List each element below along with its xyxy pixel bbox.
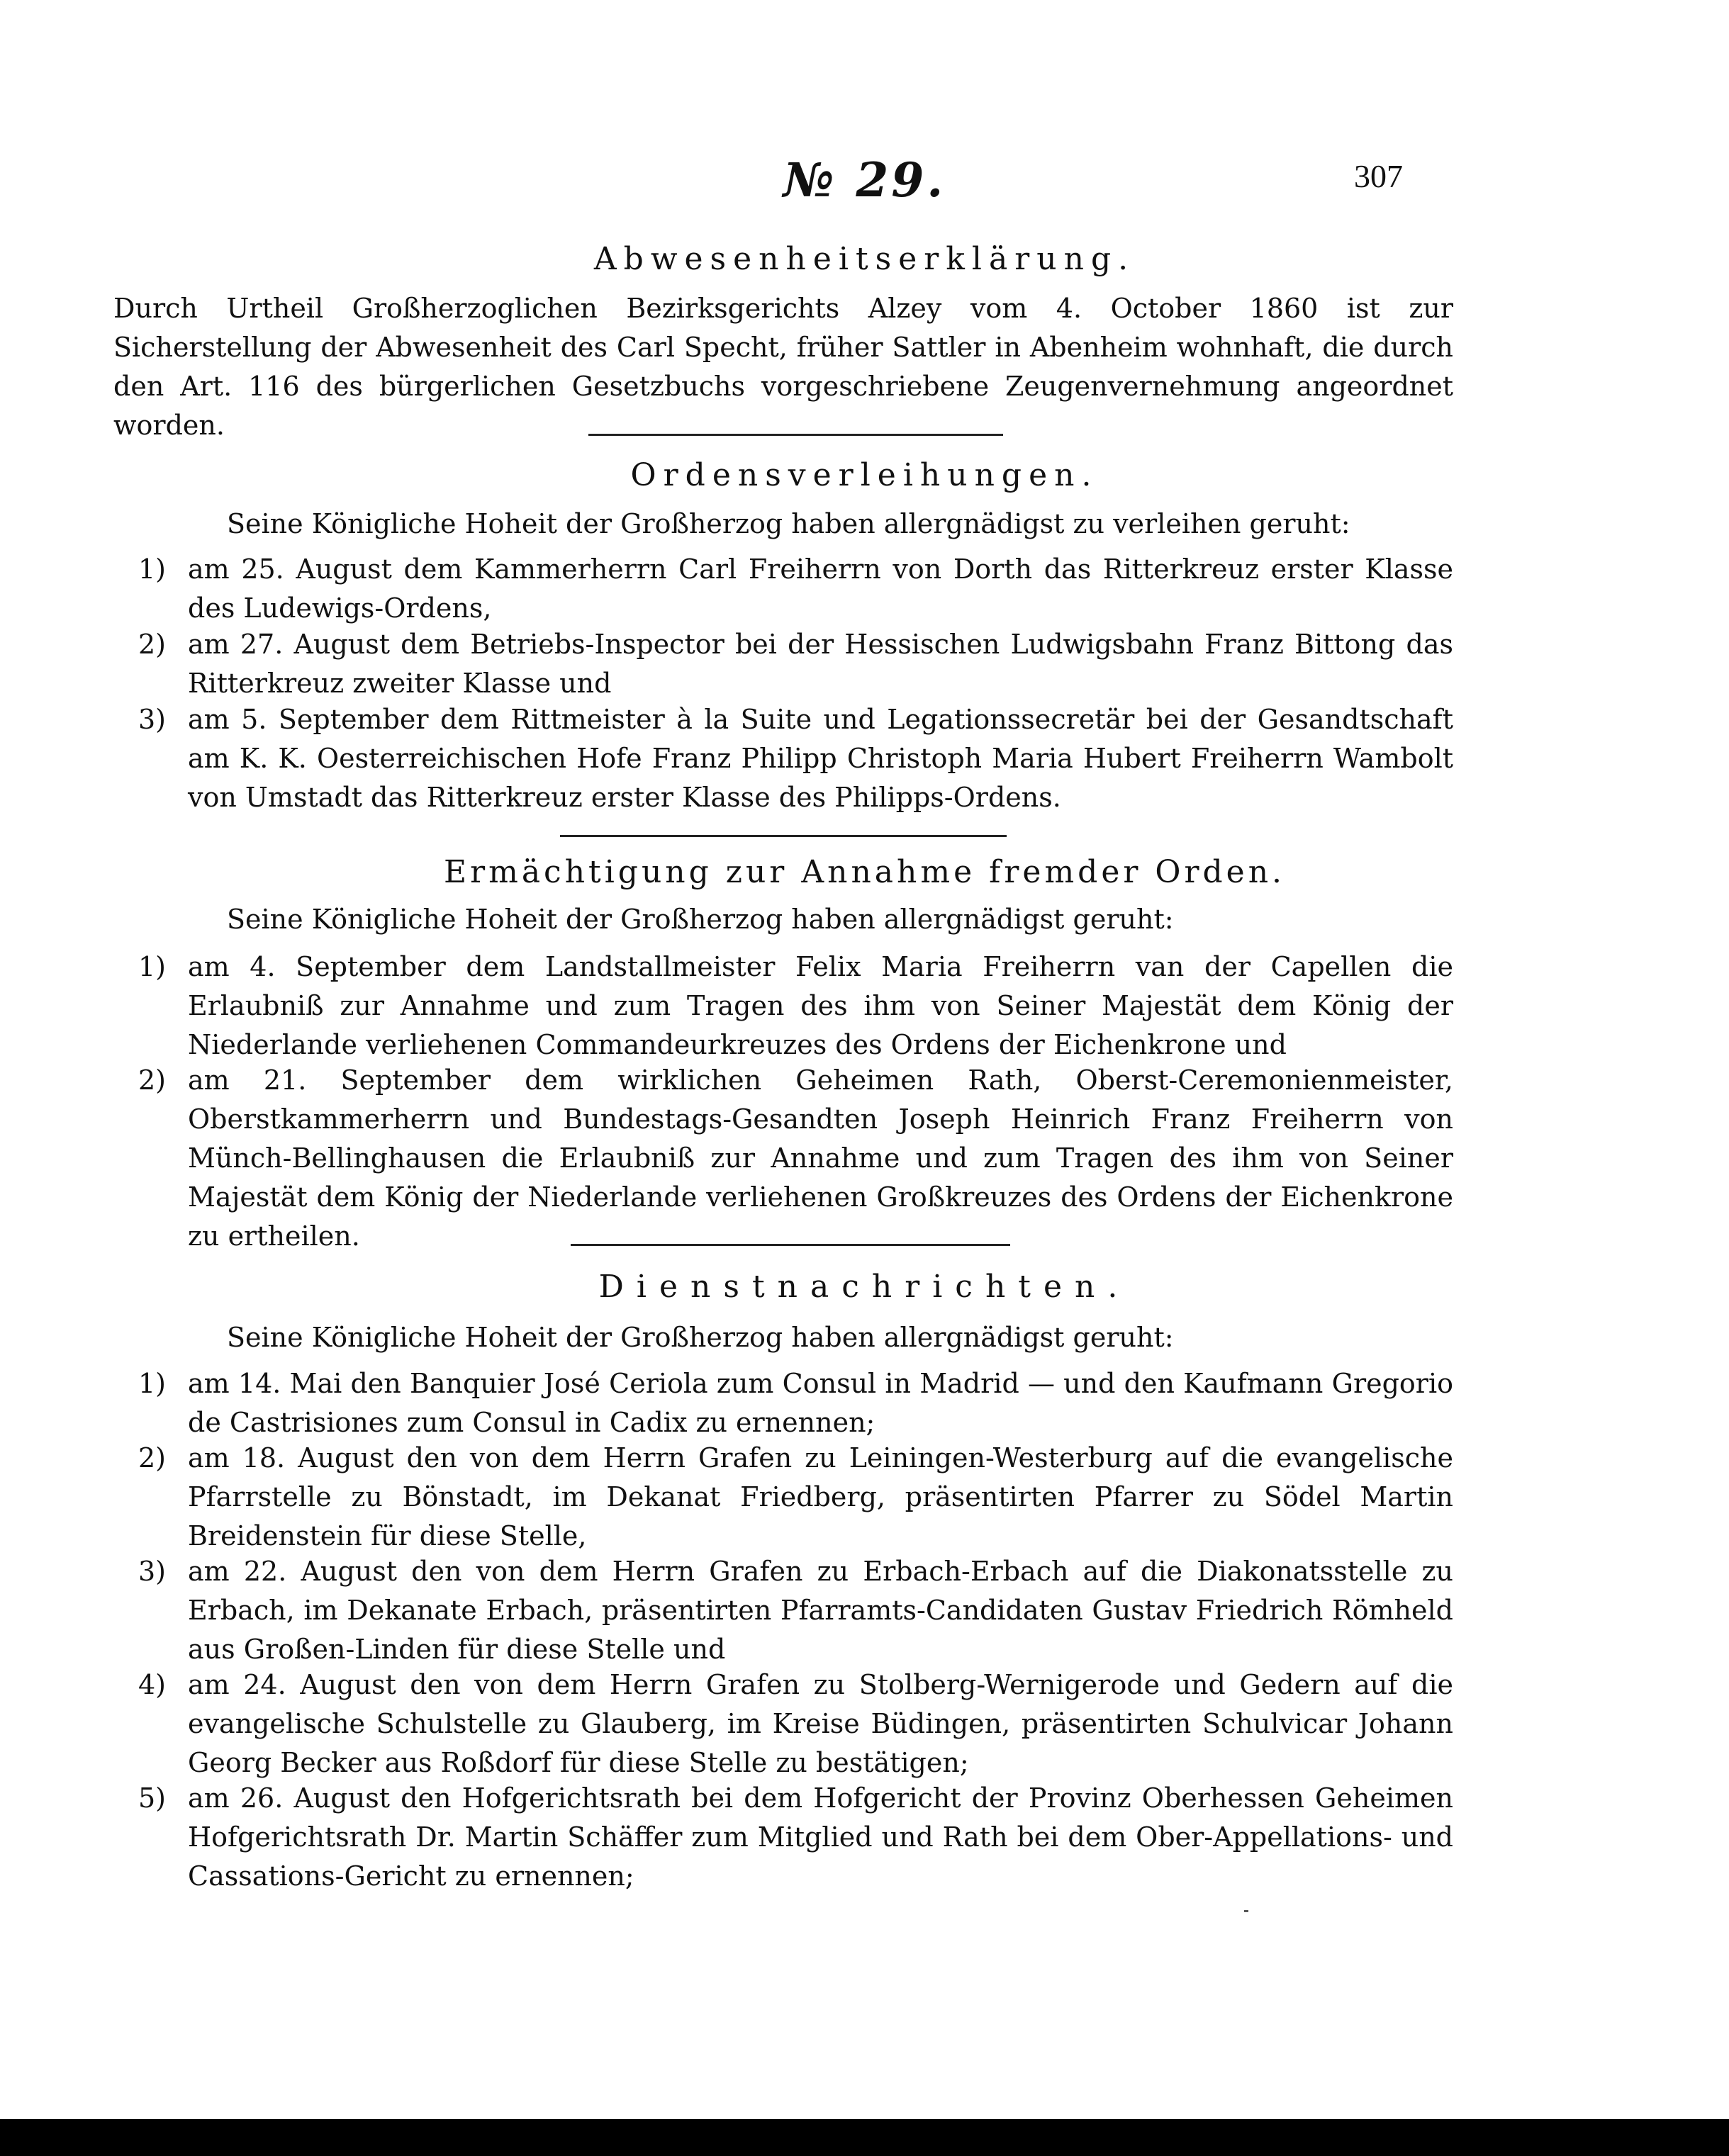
list-item — [138, 550, 1453, 628]
list-item-text: am 18. August den von dem Herrn Grafen zu Leiningen-Westerburg auf die evangelische Pfarrstelle zu Bönstadt, im Dekanat Friedberg, präsentirten Pfarrer zu Södel Martin Breidenstein für diese Stelle, — [188, 1442, 1453, 1551]
list-item-number: 1) — [138, 554, 167, 585]
page-number: 307 — [1354, 158, 1403, 194]
list-item-number: 4) — [138, 1669, 167, 1700]
list-item — [138, 1779, 1453, 1896]
list-item-number: 2) — [138, 1065, 167, 1096]
section-title-abwesenheitserklaerung: Abwesenheitserklärung. — [593, 241, 1136, 277]
section-title-ordensverleihungen: Ordensverleihungen. — [630, 457, 1099, 493]
list-item-text: am 25. August dem Kammerherrn Carl Freiherrn von Dorth das Ritterkreuz erster Klasse des Ludewigs-Ordens, — [188, 554, 1453, 624]
list-item — [138, 1666, 1453, 1782]
list-item-text: am 27. August dem Betriebs-Inspector bei der Hessischen Ludwigsbahn Franz Bittong das Ritterkreuz zweiter Klasse und — [188, 629, 1453, 699]
list-item-text: am 26. August den Hofgerichtsrath bei dem Hofgericht der Provinz Oberhessen Geheimen Hofgerichtsrath Dr. Martin Schäffer zum Mitglied und Rath bei dem Ober-Appellations- und Cassations-Gericht zu ernennen; — [188, 1782, 1453, 1892]
list-item — [138, 700, 1453, 817]
list-item — [138, 1061, 1453, 1252]
section-divider — [588, 434, 1003, 436]
list-item — [138, 1552, 1453, 1669]
list-item-number: 1) — [138, 1368, 167, 1399]
list-item-text: am 14. Mai den Banquier José Ceriola zum Consul in Madrid — und den Kaufmann Gregorio de Castrisiones zum Consul in Cadix zu ernennen; — [188, 1368, 1453, 1438]
ink-speck — [1244, 1910, 1248, 1912]
list-item-number: 5) — [138, 1782, 167, 1814]
list-item-number: 2) — [138, 629, 167, 660]
list-item — [138, 1439, 1453, 1556]
section-divider — [560, 835, 1007, 837]
list-item-text: am 5. September dem Rittmeister à la Suite und Legationssecretär bei der Gesandtschaft am K. K. Oesterreichischen Hofe Franz Philipp Christoph Maria Hubert Freiherrn Wambolt von Umstadt das Ritterkreuz erster Klasse des Philipps-Ordens. — [188, 704, 1453, 813]
list-item-number: 1) — [138, 951, 167, 982]
list-item — [138, 948, 1453, 1065]
section-intro-ordensverleihungen: Seine Königliche Hoheit der Großherzog haben allergnädigst zu verleihen geruht: — [227, 508, 1350, 539]
list-item-number: 2) — [138, 1442, 167, 1473]
section-intro-ermaechtigung: Seine Königliche Hoheit der Großherzog haben allergnädigst geruht: — [227, 904, 1174, 935]
section-paragraph-abwesenheitserklaerung: Durch Urtheil Großherzoglichen Bezirksgerichts Alzey vom 4. October 1860 ist zur Sicherstellung der Abwesenheit des Carl Specht, früher Sattler in Abenheim wohnhaft, die durch den Art. 116 des bürgerlichen Gesetzbuchs vorgeschriebene Zeugenvernehmung angeordnet worden. — [113, 293, 1453, 441]
list-item — [138, 1364, 1453, 1442]
list-item — [138, 625, 1453, 703]
list-item-number: 3) — [138, 1556, 167, 1587]
list-item-text: am 4. September dem Landstallmeister Felix Maria Freiherrn van der Capellen die Erlaubniß zur Annahme und zum Tragen des ihm von Seiner Majestät dem König der Niederlande verliehenen Commandeurkreuzes des Ordens der Eichenkrone und — [188, 951, 1453, 1060]
list-item-text: am 24. August den von dem Herrn Grafen zu Stolberg-Wernigerode und Gedern auf die evangelische Schulstelle zu Glauberg, im Kreise Büdingen, präsentirten Schulvicar Johann Georg Becker aus Roßdorf für diese Stelle zu bestätigen; — [188, 1669, 1453, 1778]
issue-number: № 29. — [783, 152, 946, 208]
section-intro-dienstnachrichten: Seine Königliche Hoheit der Großherzog haben allergnädigst geruht: — [227, 1322, 1174, 1353]
section-title-ermaechtigung: Ermächtigung zur Annahme fremder Orden. — [443, 854, 1286, 890]
section-divider — [571, 1244, 1010, 1246]
list-item-number: 3) — [138, 704, 167, 735]
scan-bottom-edge — [0, 2119, 1729, 2156]
section-title-dienstnachrichten: Dienstnachrichten. — [598, 1269, 1131, 1305]
list-item-text: am 21. September dem wirklichen Geheimen Rath, Oberst-Ceremonienmeister, Oberstkammerherrn und Bundestags-Gesandten Joseph Heinrich Franz Freiherrn von Münch-Bellinghausen die Erlaubniß zur Annahme und zum Tragen des ihm von Seiner Majestät dem König der Niederlande verliehenen Großkreuzes des Ordens der Eichenkrone zu ertheilen. — [188, 1065, 1453, 1252]
list-item-text: am 22. August den von dem Herrn Grafen zu Erbach-Erbach auf die Diakonatsstelle zu Erbach, im Dekanate Erbach, präsentirten Pfarramts-Candidaten Gustav Friedrich Römheld aus Großen-Linden für diese Stelle und — [188, 1556, 1453, 1665]
